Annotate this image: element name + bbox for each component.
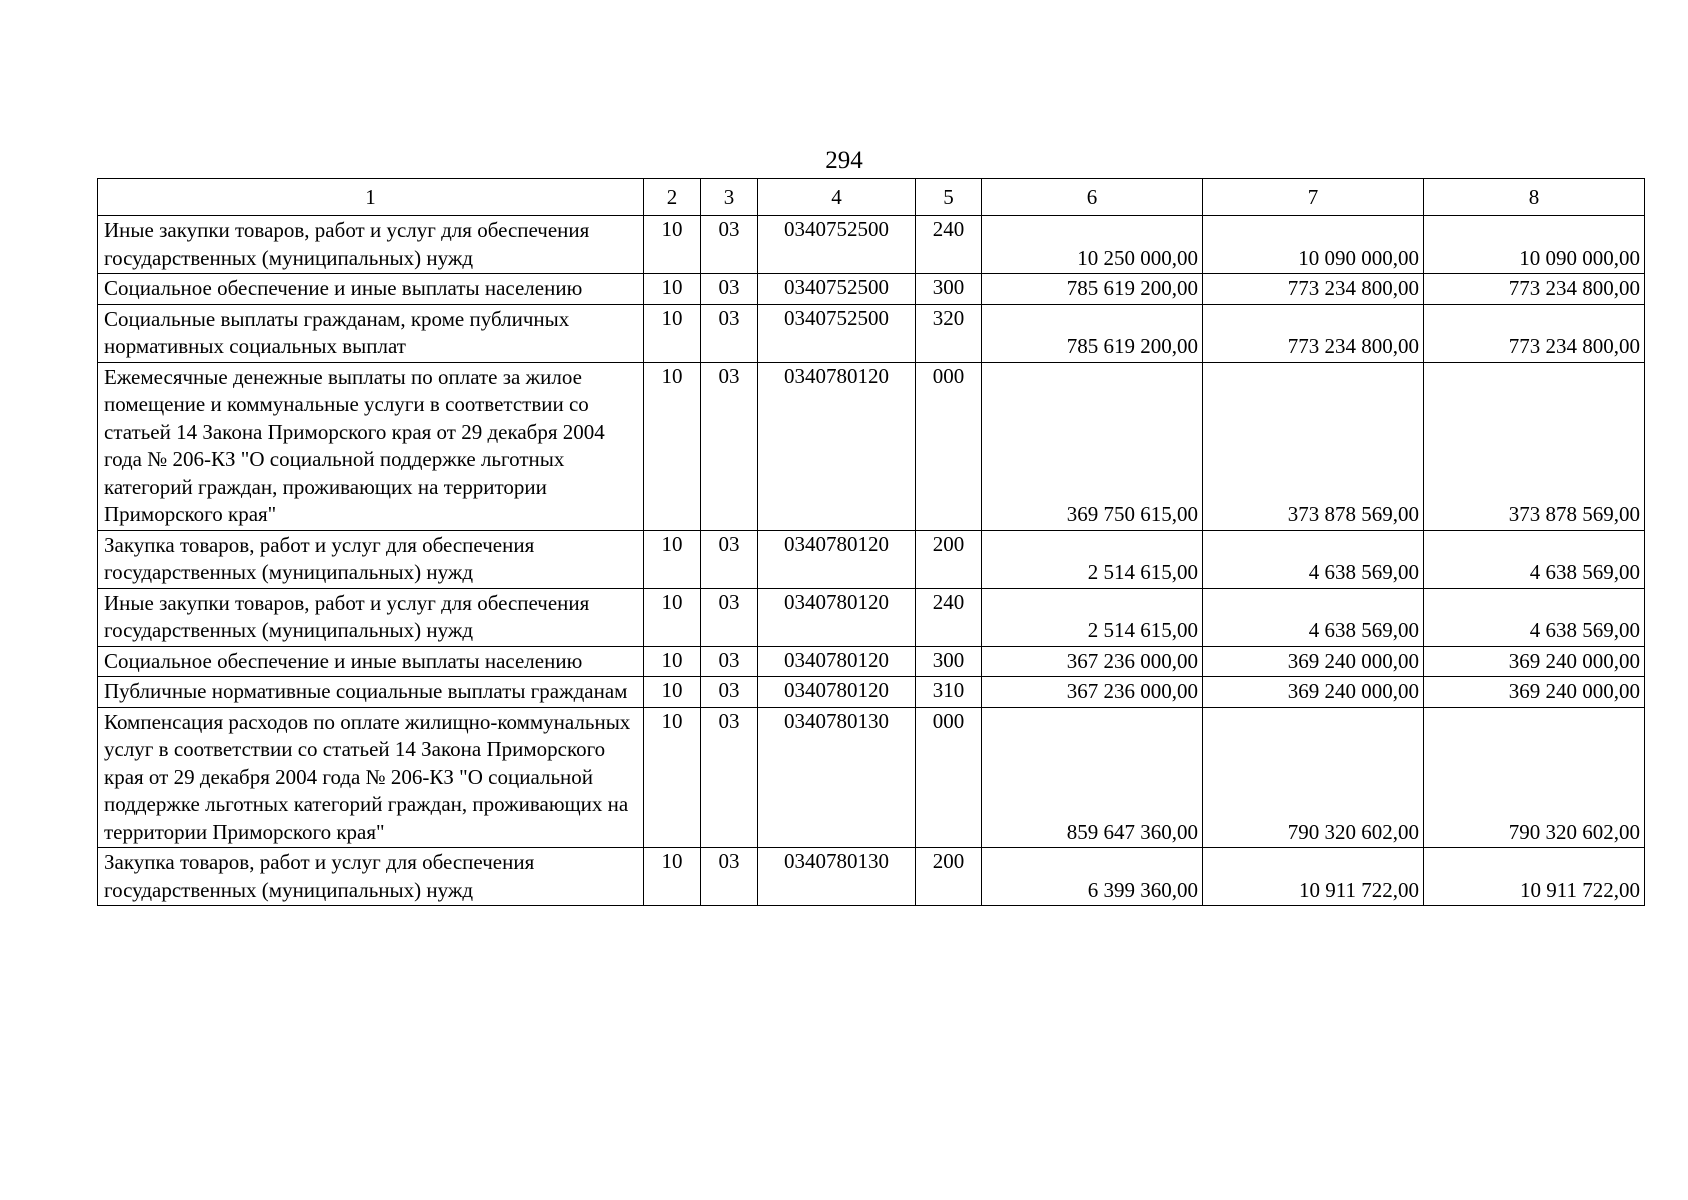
expense-type-code: 240	[916, 588, 982, 646]
amount-col-7: 369 240 000,00	[1203, 646, 1424, 677]
amount-col-7: 373 878 569,00	[1203, 362, 1424, 530]
table-row	[98, 646, 1645, 677]
subsection-code: 03	[701, 304, 758, 362]
expense-name: Ежемесячные денежные выплаты по оплате за жилое помещение и коммунальные услуги в соответствии со статьей 14 Закона Приморского края от 29 декабря 2004 года № 206-КЗ "О социальной поддержке льготных категорий граждан, проживающих на территории Приморского края"	[98, 362, 644, 530]
column-header: 5	[916, 179, 982, 216]
section-code: 10	[644, 530, 701, 588]
table-row	[98, 848, 1645, 906]
table-row	[98, 304, 1645, 362]
section-code: 10	[644, 707, 701, 848]
target-article-code: 0340780120	[758, 677, 916, 708]
table-row	[98, 362, 1645, 530]
column-header: 1	[98, 179, 644, 216]
expense-name: Публичные нормативные социальные выплаты гражданам	[98, 677, 644, 708]
expense-type-code: 310	[916, 677, 982, 708]
target-article-code: 0340780120	[758, 588, 916, 646]
amount-col-8: 369 240 000,00	[1424, 646, 1645, 677]
section-code: 10	[644, 304, 701, 362]
column-header: 7	[1203, 179, 1424, 216]
amount-col-8: 10 090 000,00	[1424, 216, 1645, 274]
amount-col-7: 10 090 000,00	[1203, 216, 1424, 274]
amount-col-6: 785 619 200,00	[982, 304, 1203, 362]
expense-type-code: 240	[916, 216, 982, 274]
section-code: 10	[644, 362, 701, 530]
subsection-code: 03	[701, 216, 758, 274]
target-article-code: 0340780130	[758, 848, 916, 906]
amount-col-8: 773 234 800,00	[1424, 274, 1645, 305]
expense-type-code: 000	[916, 707, 982, 848]
amount-col-6: 785 619 200,00	[982, 274, 1203, 305]
amount-col-8: 10 911 722,00	[1424, 848, 1645, 906]
page-number: 294	[825, 147, 863, 174]
amount-col-6: 6 399 360,00	[982, 848, 1203, 906]
amount-col-6: 367 236 000,00	[982, 646, 1203, 677]
header-row	[98, 179, 1645, 216]
amount-col-8: 369 240 000,00	[1424, 677, 1645, 708]
amount-col-7: 369 240 000,00	[1203, 677, 1424, 708]
section-code: 10	[644, 646, 701, 677]
amount-col-6: 369 750 615,00	[982, 362, 1203, 530]
section-code: 10	[644, 588, 701, 646]
amount-col-8: 4 638 569,00	[1424, 588, 1645, 646]
amount-col-6: 2 514 615,00	[982, 588, 1203, 646]
table-row	[98, 216, 1645, 274]
column-header: 4	[758, 179, 916, 216]
expense-name: Иные закупки товаров, работ и услуг для обеспечения государственных (муниципальных) нужд	[98, 588, 644, 646]
subsection-code: 03	[701, 707, 758, 848]
expense-name: Иные закупки товаров, работ и услуг для обеспечения государственных (муниципальных) нужд	[98, 216, 644, 274]
table-row	[98, 274, 1645, 305]
table-row	[98, 530, 1645, 588]
subsection-code: 03	[701, 646, 758, 677]
target-article-code: 0340780120	[758, 530, 916, 588]
amount-col-6: 859 647 360,00	[982, 707, 1203, 848]
amount-col-7: 773 234 800,00	[1203, 304, 1424, 362]
target-article-code: 0340752500	[758, 216, 916, 274]
amount-col-7: 4 638 569,00	[1203, 530, 1424, 588]
expense-name: Социальное обеспечение и иные выплаты населению	[98, 646, 644, 677]
column-header: 2	[644, 179, 701, 216]
amount-col-8: 4 638 569,00	[1424, 530, 1645, 588]
amount-col-6: 10 250 000,00	[982, 216, 1203, 274]
column-header: 6	[982, 179, 1203, 216]
amount-col-8: 373 878 569,00	[1424, 362, 1645, 530]
amount-col-7: 773 234 800,00	[1203, 274, 1424, 305]
expense-type-code: 300	[916, 646, 982, 677]
target-article-code: 0340752500	[758, 274, 916, 305]
table-row	[98, 677, 1645, 708]
amount-col-6: 2 514 615,00	[982, 530, 1203, 588]
target-article-code: 0340780130	[758, 707, 916, 848]
subsection-code: 03	[701, 362, 758, 530]
subsection-code: 03	[701, 848, 758, 906]
expense-type-code: 320	[916, 304, 982, 362]
amount-col-8: 790 320 602,00	[1424, 707, 1645, 848]
amount-col-7: 790 320 602,00	[1203, 707, 1424, 848]
section-code: 10	[644, 848, 701, 906]
target-article-code: 0340752500	[758, 304, 916, 362]
expense-name: Социальные выплаты гражданам, кроме публичных нормативных социальных выплат	[98, 304, 644, 362]
expense-name: Закупка товаров, работ и услуг для обеспечения государственных (муниципальных) нужд	[98, 530, 644, 588]
expense-type-code: 200	[916, 530, 982, 588]
amount-col-7: 10 911 722,00	[1203, 848, 1424, 906]
amount-col-6: 367 236 000,00	[982, 677, 1203, 708]
subsection-code: 03	[701, 588, 758, 646]
expense-type-code: 200	[916, 848, 982, 906]
subsection-code: 03	[701, 530, 758, 588]
expense-type-code: 300	[916, 274, 982, 305]
section-code: 10	[644, 216, 701, 274]
table-row	[98, 588, 1645, 646]
expense-name: Социальное обеспечение и иные выплаты населению	[98, 274, 644, 305]
column-header: 3	[701, 179, 758, 216]
column-header: 8	[1424, 179, 1645, 216]
amount-col-7: 4 638 569,00	[1203, 588, 1424, 646]
expense-name: Закупка товаров, работ и услуг для обеспечения государственных (муниципальных) нужд	[98, 848, 644, 906]
amount-col-8: 773 234 800,00	[1424, 304, 1645, 362]
budget-table	[97, 178, 1645, 906]
expense-name: Компенсация расходов по оплате жилищно-коммунальных услуг в соответствии со статьей 14 Закона Приморского края от 29 декабря 2004 года № 206-КЗ "О социальной поддержке льготных категорий граждан, проживающих на территории Приморского края"	[98, 707, 644, 848]
section-code: 10	[644, 274, 701, 305]
table-row	[98, 707, 1645, 848]
target-article-code: 0340780120	[758, 362, 916, 530]
subsection-code: 03	[701, 677, 758, 708]
expense-type-code: 000	[916, 362, 982, 530]
target-article-code: 0340780120	[758, 646, 916, 677]
subsection-code: 03	[701, 274, 758, 305]
section-code: 10	[644, 677, 701, 708]
